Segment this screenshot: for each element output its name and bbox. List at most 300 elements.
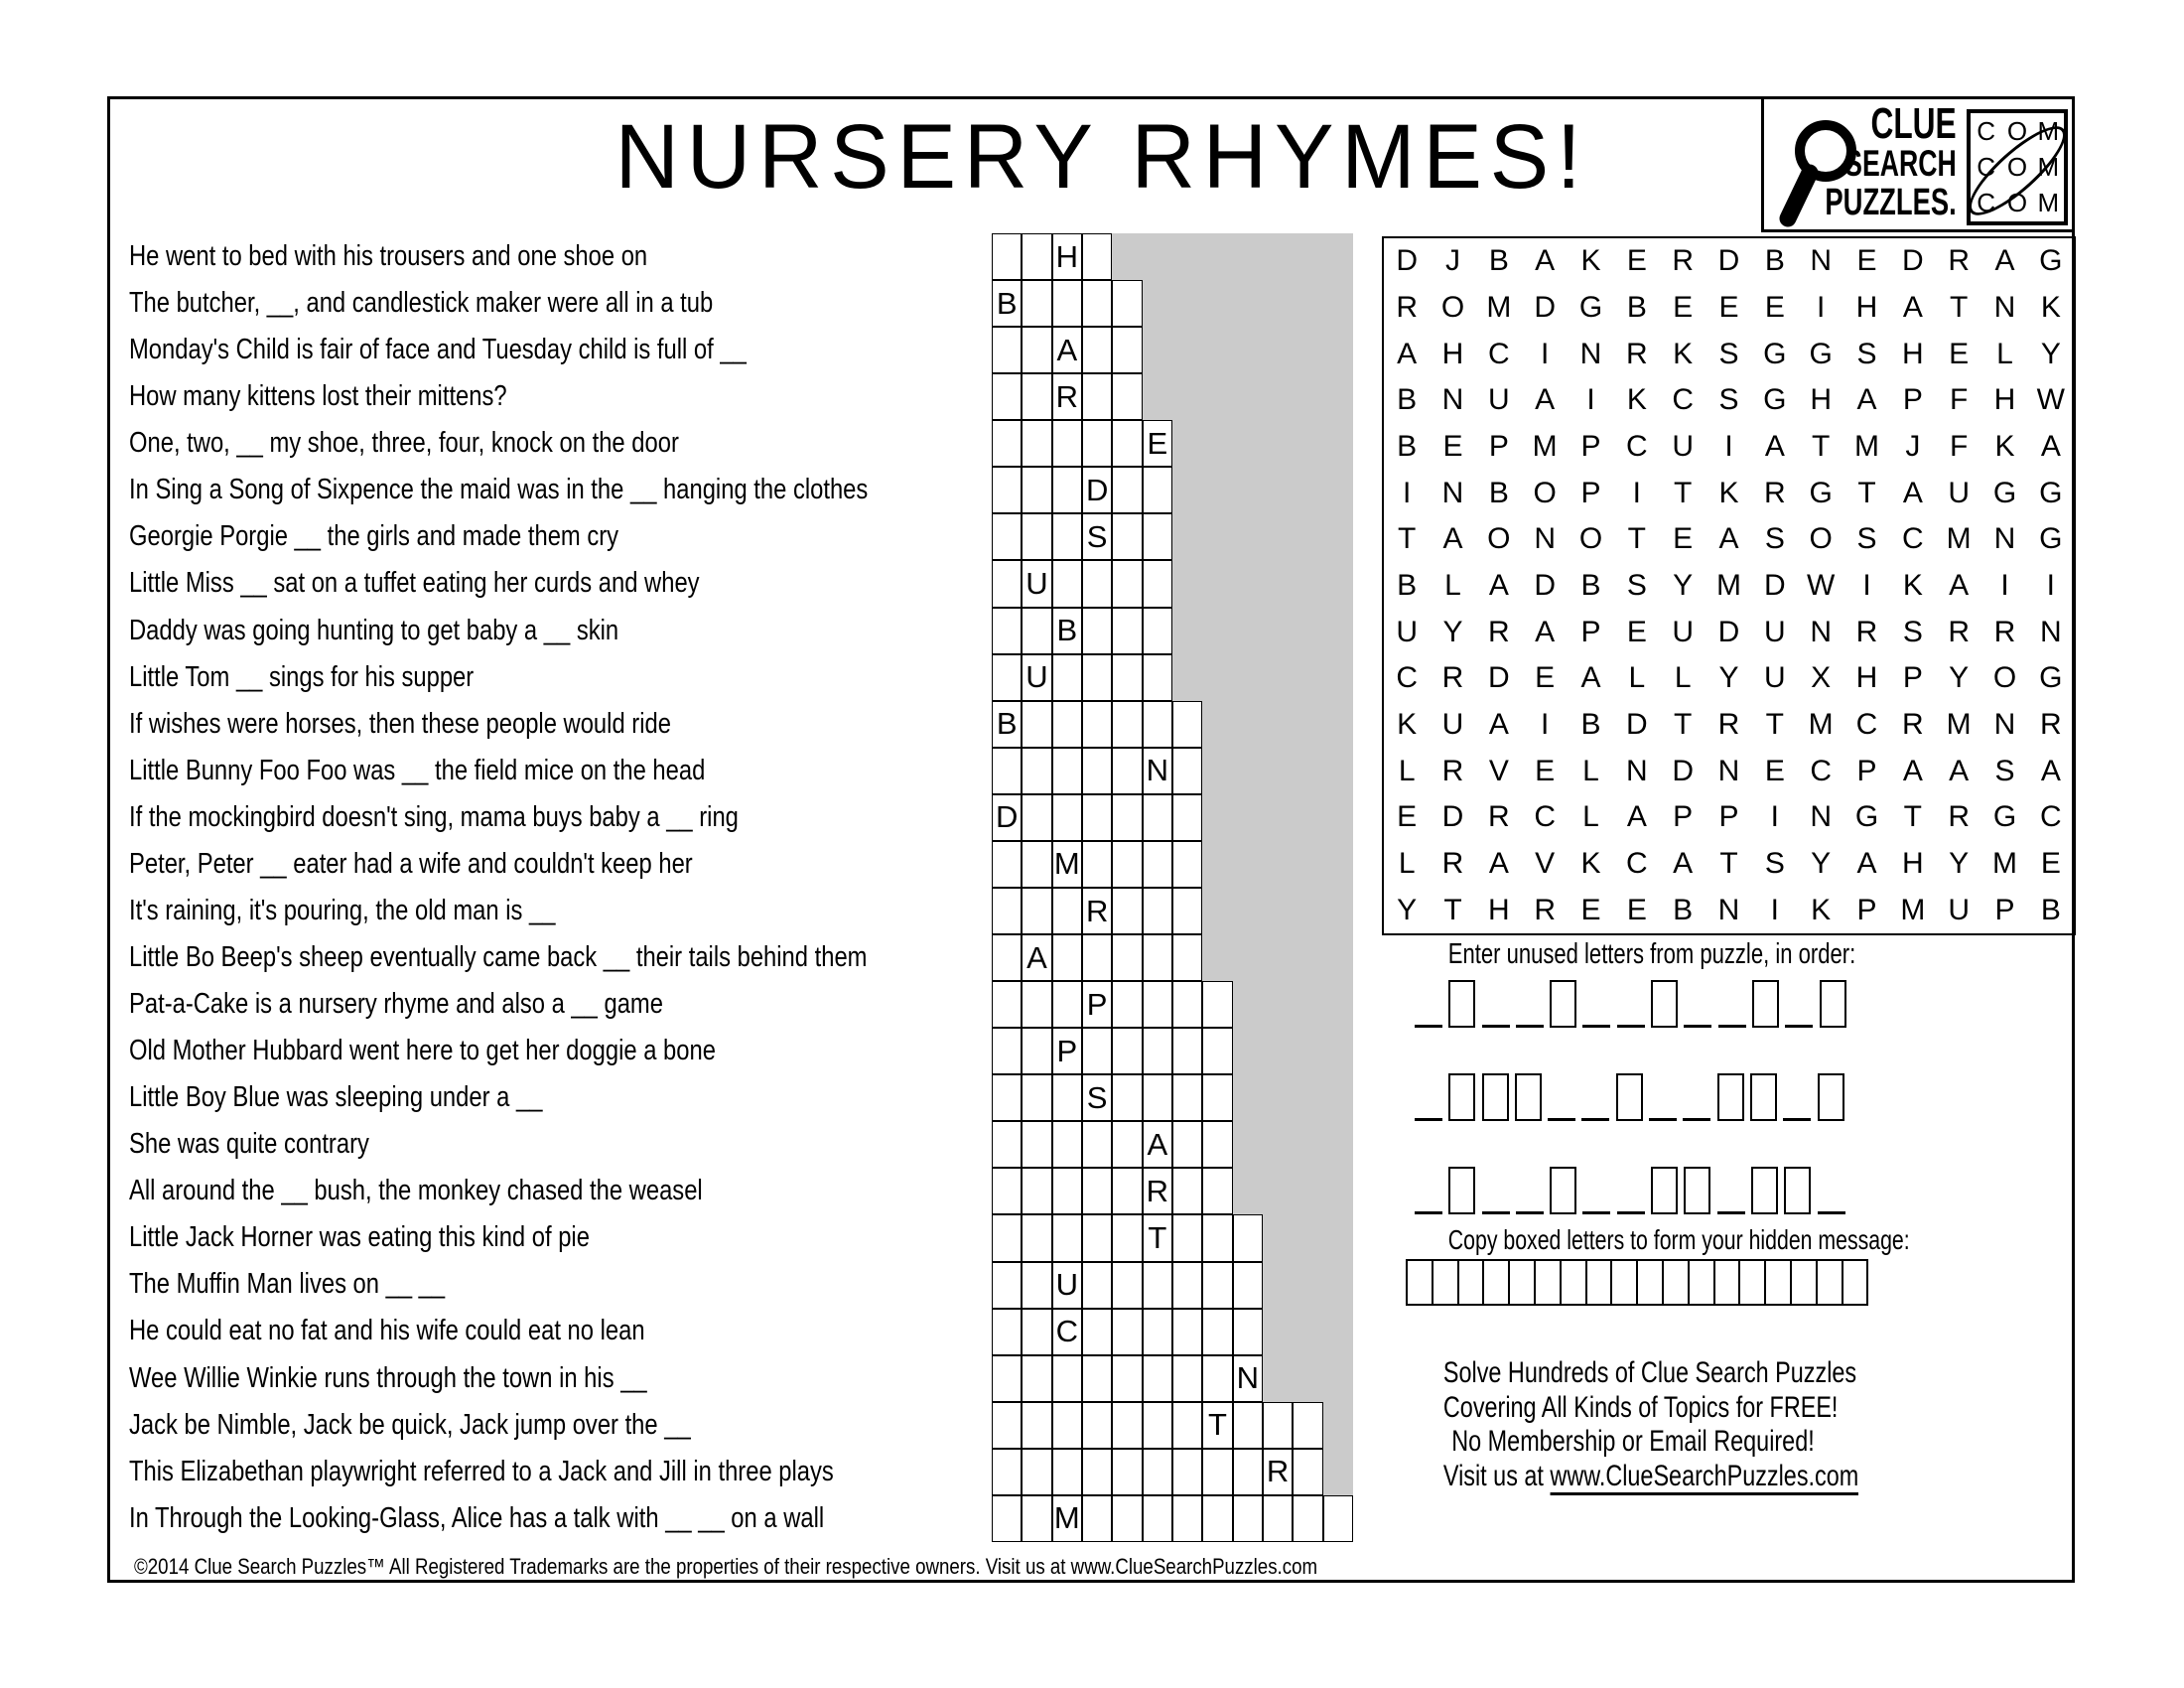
crossword-cell[interactable]	[1052, 841, 1082, 888]
crossword-cell[interactable]	[1082, 654, 1112, 701]
hidden-message-cell[interactable]	[1662, 1259, 1690, 1306]
crossword-cell[interactable]	[1052, 1495, 1082, 1542]
crossword-cell[interactable]	[992, 841, 1022, 888]
wordsearch-letter[interactable]: A	[1488, 707, 1509, 741]
wordsearch-letter[interactable]: R	[1763, 476, 1786, 509]
wordsearch-letter[interactable]: E	[1764, 290, 1785, 324]
wordsearch-letter[interactable]: K	[1811, 893, 1832, 926]
crossword-cell[interactable]	[1082, 1495, 1112, 1542]
crossword-cell[interactable]	[1052, 513, 1082, 560]
crossword-cell[interactable]	[1112, 513, 1142, 560]
unused-letter-box[interactable]	[1448, 1167, 1475, 1214]
wordsearch-letter[interactable]: H	[1993, 383, 2016, 417]
wordsearch-letter[interactable]: D	[1396, 244, 1418, 278]
unused-letter-line[interactable]	[1516, 1025, 1544, 1028]
crossword-cell[interactable]	[1112, 608, 1142, 654]
crossword-cell[interactable]	[1112, 1402, 1142, 1449]
crossword-cell[interactable]	[1202, 1214, 1232, 1261]
unused-letter-box[interactable]	[1651, 980, 1678, 1028]
crossword-cell[interactable]	[1022, 1495, 1051, 1542]
crossword-cell[interactable]	[1082, 1074, 1112, 1121]
wordsearch-letter[interactable]: M	[1991, 846, 2017, 880]
wordsearch-letter[interactable]: O	[1440, 290, 1465, 324]
crossword-cell[interactable]	[992, 654, 1022, 701]
crossword-cell[interactable]	[1143, 467, 1172, 513]
wordsearch-letter[interactable]: T	[1903, 800, 1922, 834]
crossword-cell[interactable]	[1172, 1214, 1202, 1261]
crossword-cell[interactable]	[992, 1121, 1022, 1168]
crossword-cell[interactable]	[1202, 1028, 1232, 1074]
wordsearch-letter[interactable]: I	[2046, 568, 2055, 602]
wordsearch-letter[interactable]: O	[1992, 661, 2017, 695]
wordsearch-letter[interactable]: M	[1715, 568, 1741, 602]
unused-letter-box[interactable]	[1448, 980, 1475, 1028]
crossword-cell[interactable]	[1112, 934, 1142, 981]
wordsearch-letter[interactable]: C	[1810, 754, 1832, 787]
wordsearch-letter[interactable]: P	[1902, 661, 1923, 695]
wordsearch-letter[interactable]: Y	[1673, 568, 1694, 602]
wordsearch-letter[interactable]: A	[2040, 429, 2061, 463]
unused-letter-line[interactable]	[1581, 1118, 1609, 1121]
wordsearch-letter[interactable]: N	[1810, 800, 1832, 834]
wordsearch-letter[interactable]: E	[1718, 290, 1739, 324]
wordsearch-letter[interactable]: N	[1717, 893, 1740, 926]
wordsearch-letter[interactable]: A	[1764, 429, 1785, 463]
wordsearch-letter[interactable]: H	[1855, 661, 1878, 695]
crossword-cell[interactable]	[1052, 654, 1082, 701]
crossword-cell[interactable]	[1022, 608, 1051, 654]
crossword-cell[interactable]	[1022, 1214, 1051, 1261]
hidden-message-cell[interactable]	[1816, 1259, 1843, 1306]
crossword-cell[interactable]	[1082, 513, 1112, 560]
wordsearch-letter[interactable]: U	[1763, 661, 1786, 695]
wordsearch-letter[interactable]: R	[1534, 893, 1556, 926]
wordsearch-letter[interactable]: I	[1770, 800, 1779, 834]
crossword-cell[interactable]	[1172, 1309, 1202, 1355]
wordsearch-letter[interactable]: O	[1487, 522, 1511, 556]
crossword-cell[interactable]	[1022, 280, 1051, 327]
crossword-cell[interactable]	[1022, 1074, 1051, 1121]
wordsearch-letter[interactable]: I	[1540, 337, 1550, 370]
crossword-cell[interactable]	[1052, 608, 1082, 654]
wordsearch-letter[interactable]: G	[1992, 476, 2017, 509]
crossword-cell[interactable]	[1022, 233, 1051, 280]
crossword-cell[interactable]	[1082, 233, 1112, 280]
wordsearch-letter[interactable]: P	[1856, 893, 1877, 926]
wordsearch-letter[interactable]: C	[1625, 429, 1648, 463]
unused-letter-line[interactable]	[1482, 1211, 1510, 1214]
crossword-cell[interactable]	[1082, 981, 1112, 1028]
crossword-cell[interactable]	[1143, 1168, 1172, 1214]
crossword-cell[interactable]	[1172, 1495, 1202, 1542]
unused-letter-box[interactable]	[1515, 1073, 1542, 1121]
wordsearch-letter[interactable]: H	[1855, 290, 1878, 324]
wordsearch-letter[interactable]: U	[1487, 383, 1510, 417]
crossword-cell[interactable]	[1052, 373, 1082, 420]
wordsearch-letter[interactable]: L	[1996, 337, 2013, 370]
wordsearch-letter[interactable]: T	[1857, 476, 1876, 509]
crossword-cell[interactable]	[1172, 748, 1202, 794]
wordsearch-letter[interactable]: R	[1396, 290, 1418, 324]
crossword-cell[interactable]	[1202, 981, 1232, 1028]
unused-letter-line[interactable]	[1582, 1025, 1610, 1028]
wordsearch-letter[interactable]: Y	[2040, 337, 2061, 370]
wordsearch-letter[interactable]: E	[1673, 290, 1694, 324]
crossword-cell[interactable]	[992, 794, 1022, 841]
wordsearch-letter[interactable]: H	[1901, 846, 1924, 880]
crossword-cell[interactable]	[1082, 1168, 1112, 1214]
wordsearch-letter[interactable]: R	[1487, 615, 1510, 648]
crossword-cell[interactable]	[1052, 1262, 1082, 1309]
wordsearch-letter[interactable]: M	[1900, 893, 1926, 926]
wordsearch-letter[interactable]: A	[1626, 800, 1647, 834]
crossword-cell[interactable]	[1022, 373, 1051, 420]
crossword-cell[interactable]	[1112, 327, 1142, 373]
wordsearch-letter[interactable]: G	[1809, 476, 1833, 509]
wordsearch-letter[interactable]: C	[1672, 383, 1694, 417]
wordsearch-letter[interactable]: U	[1948, 893, 1970, 926]
wordsearch-letter[interactable]: T	[1673, 707, 1693, 741]
wordsearch-letter[interactable]: N	[2039, 615, 2062, 648]
unused-letter-box[interactable]	[1820, 980, 1846, 1028]
hidden-message-cell[interactable]	[1764, 1259, 1792, 1306]
unused-letter-line[interactable]	[1548, 1118, 1575, 1121]
crossword-cell[interactable]	[1022, 841, 1051, 888]
wordsearch-letter[interactable]: R	[1948, 615, 1970, 648]
wordsearch-letter[interactable]: E	[1856, 244, 1877, 278]
crossword-cell[interactable]	[1082, 373, 1112, 420]
crossword-cell[interactable]	[1143, 608, 1172, 654]
wordsearch-letter[interactable]: T	[1443, 893, 1462, 926]
unused-letter-line[interactable]	[1683, 1118, 1710, 1121]
crossword-cell[interactable]	[1143, 1074, 1172, 1121]
crossword-cell[interactable]	[1143, 1355, 1172, 1402]
unused-letter-line[interactable]	[1684, 1025, 1711, 1028]
wordsearch-letter[interactable]: K	[1580, 244, 1601, 278]
wordsearch-letter[interactable]: Y	[1811, 846, 1832, 880]
crossword-cell[interactable]	[1082, 1121, 1112, 1168]
wordsearch-letter[interactable]: S	[1626, 568, 1647, 602]
crossword-cell[interactable]	[1233, 1495, 1263, 1542]
wordsearch-letter[interactable]: K	[1902, 568, 1923, 602]
crossword-cell[interactable]	[1022, 888, 1051, 934]
wordsearch-letter[interactable]: F	[1949, 383, 1969, 417]
crossword-cell[interactable]	[1082, 1262, 1112, 1309]
unused-letter-box[interactable]	[1482, 1073, 1509, 1121]
crossword-cell[interactable]	[1172, 888, 1202, 934]
wordsearch-letter[interactable]: A	[1856, 383, 1877, 417]
wordsearch-letter[interactable]: E	[1764, 754, 1785, 787]
wordsearch-letter[interactable]: A	[1902, 290, 1923, 324]
wordsearch-letter[interactable]: G	[2039, 522, 2063, 556]
wordsearch-letter[interactable]: N	[1625, 754, 1648, 787]
crossword-cell[interactable]	[1112, 373, 1142, 420]
wordsearch-letter[interactable]: I	[1402, 476, 1412, 509]
crossword-cell[interactable]	[1082, 748, 1112, 794]
crossword-cell[interactable]	[1233, 1262, 1263, 1309]
wordsearch-letter[interactable]: J	[1905, 429, 1921, 463]
wordsearch-letter[interactable]: K	[1397, 707, 1418, 741]
wordsearch-letter[interactable]: N	[1534, 522, 1556, 556]
wordsearch-letter[interactable]: H	[1901, 337, 1924, 370]
wordsearch-letter[interactable]: O	[1533, 476, 1557, 509]
wordsearch-letter[interactable]: D	[1717, 244, 1740, 278]
crossword-cell[interactable]	[1052, 1121, 1082, 1168]
wordsearch-letter[interactable]: Y	[1949, 661, 1970, 695]
crossword-cell[interactable]	[992, 233, 1022, 280]
unused-letter-box[interactable]	[1550, 1167, 1576, 1214]
crossword-cell[interactable]	[1022, 1262, 1051, 1309]
wordsearch-letter[interactable]: S	[1764, 522, 1785, 556]
wordsearch-letter[interactable]: E	[1626, 615, 1647, 648]
crossword-cell[interactable]	[992, 748, 1022, 794]
crossword-cell[interactable]	[992, 373, 1022, 420]
wordsearch-letter[interactable]: G	[2039, 244, 2063, 278]
wordsearch-letter[interactable]: C	[1901, 522, 1924, 556]
crossword-cell[interactable]	[992, 981, 1022, 1028]
crossword-cell[interactable]	[992, 888, 1022, 934]
wordsearch-letter[interactable]: Y	[1949, 846, 1970, 880]
wordsearch-letter[interactable]: P	[1580, 429, 1601, 463]
wordsearch-letter[interactable]: H	[1441, 337, 1464, 370]
crossword-cell[interactable]	[1082, 280, 1112, 327]
crossword-cell[interactable]	[1112, 1214, 1142, 1261]
crossword-cell[interactable]	[992, 1402, 1022, 1449]
crossword-cell[interactable]	[1022, 327, 1051, 373]
wordsearch-letter[interactable]: E	[1626, 244, 1647, 278]
unused-letter-line[interactable]	[1516, 1211, 1544, 1214]
wordsearch-letter[interactable]: E	[1535, 754, 1556, 787]
crossword-cell[interactable]	[1022, 513, 1051, 560]
crossword-cell[interactable]	[992, 1355, 1022, 1402]
wordsearch-letter[interactable]: L	[1674, 661, 1692, 695]
wordsearch-letter[interactable]: D	[1763, 568, 1786, 602]
wordsearch-letter[interactable]: R	[1948, 800, 1970, 834]
unused-letter-box[interactable]	[1818, 1073, 1844, 1121]
unused-letter-line[interactable]	[1783, 1118, 1811, 1121]
crossword-cell[interactable]	[1143, 1214, 1172, 1261]
wordsearch-letter[interactable]: R	[1625, 337, 1648, 370]
crossword-cell[interactable]	[1143, 513, 1172, 560]
wordsearch-letter[interactable]: B	[1580, 707, 1601, 741]
unused-letter-box[interactable]	[1750, 1073, 1777, 1121]
wordsearch-letter[interactable]: B	[1397, 429, 1418, 463]
wordsearch-letter[interactable]: M	[1808, 707, 1834, 741]
wordsearch-letter[interactable]: P	[1673, 800, 1694, 834]
wordsearch-letter[interactable]: A	[1673, 846, 1694, 880]
crossword-cell[interactable]	[1143, 794, 1172, 841]
crossword-cell[interactable]	[1112, 1074, 1142, 1121]
crossword-cell[interactable]	[1202, 1449, 1232, 1495]
crossword-cell[interactable]	[1293, 1402, 1322, 1449]
wordsearch-letter[interactable]: E	[1535, 661, 1556, 695]
crossword-cell[interactable]	[1112, 1028, 1142, 1074]
crossword-cell[interactable]	[1112, 841, 1142, 888]
crossword-cell[interactable]	[992, 327, 1022, 373]
unused-letter-box[interactable]	[1684, 1167, 1710, 1214]
unused-letter-box[interactable]	[1651, 1167, 1678, 1214]
crossword-cell[interactable]	[992, 1074, 1022, 1121]
wordsearch-letter[interactable]: C	[2039, 800, 2062, 834]
crossword-cell[interactable]	[1112, 1495, 1142, 1542]
crossword-cell[interactable]	[1052, 327, 1082, 373]
crossword-cell[interactable]	[1112, 888, 1142, 934]
crossword-cell[interactable]	[1143, 560, 1172, 607]
wordsearch-letter[interactable]: B	[1488, 244, 1509, 278]
hidden-message-cell[interactable]	[1406, 1259, 1433, 1306]
wordsearch-letter[interactable]: T	[1949, 290, 1969, 324]
crossword-cell[interactable]	[1263, 1402, 1293, 1449]
crossword-cell[interactable]	[1143, 981, 1172, 1028]
wordsearch-letter[interactable]: I	[1540, 707, 1550, 741]
crossword-cell[interactable]	[1172, 1028, 1202, 1074]
wordsearch-letter[interactable]: S	[1994, 754, 2015, 787]
crossword-cell[interactable]	[1202, 1495, 1232, 1542]
crossword-cell[interactable]	[1172, 701, 1202, 748]
wordsearch-letter[interactable]: D	[1901, 244, 1924, 278]
crossword-cell[interactable]	[992, 1028, 1022, 1074]
wordsearch-letter[interactable]: Y	[1718, 661, 1739, 695]
unused-letter-line[interactable]	[1415, 1118, 1442, 1121]
wordsearch-letter[interactable]: G	[2039, 661, 2063, 695]
crossword-cell[interactable]	[1082, 608, 1112, 654]
wordsearch-letter[interactable]: A	[1949, 754, 1970, 787]
unused-letter-box[interactable]	[1752, 980, 1779, 1028]
wordsearch-letter[interactable]: B	[1673, 893, 1694, 926]
crossword-cell[interactable]	[1082, 420, 1112, 467]
wordsearch-letter[interactable]: G	[1763, 337, 1787, 370]
unused-letter-box[interactable]	[1751, 1167, 1778, 1214]
hidden-message-cell[interactable]	[1713, 1259, 1741, 1306]
wordsearch-letter[interactable]: U	[1672, 615, 1694, 648]
wordsearch-letter[interactable]: R	[1487, 800, 1510, 834]
crossword-cell[interactable]	[1143, 1449, 1172, 1495]
wordsearch-letter[interactable]: D	[1534, 568, 1556, 602]
crossword-cell[interactable]	[992, 420, 1022, 467]
crossword-cell[interactable]	[1082, 701, 1112, 748]
wordsearch-letter[interactable]: N	[1810, 615, 1832, 648]
crossword-cell[interactable]	[1143, 654, 1172, 701]
crossword-cell[interactable]	[1022, 1121, 1051, 1168]
crossword-cell[interactable]	[1052, 233, 1082, 280]
crossword-cell[interactable]	[1022, 1028, 1051, 1074]
crossword-cell[interactable]	[1143, 1309, 1172, 1355]
wordsearch-letter[interactable]: M	[1853, 429, 1879, 463]
hidden-message-cell[interactable]	[1636, 1259, 1664, 1306]
crossword-cell[interactable]	[1052, 1168, 1082, 1214]
crossword-cell[interactable]	[1082, 467, 1112, 513]
wordsearch-letter[interactable]: R	[1993, 615, 2016, 648]
crossword-cell[interactable]	[992, 934, 1022, 981]
crossword-cell[interactable]	[1022, 1168, 1051, 1214]
crossword-cell[interactable]	[1022, 560, 1051, 607]
wordsearch-letter[interactable]: H	[1487, 893, 1510, 926]
wordsearch-letter[interactable]: I	[1586, 383, 1595, 417]
wordsearch-letter[interactable]: A	[1580, 661, 1601, 695]
crossword-cell[interactable]	[992, 1214, 1022, 1261]
crossword-cell[interactable]	[1202, 1309, 1232, 1355]
crossword-cell[interactable]	[1052, 420, 1082, 467]
wordsearch-letter[interactable]: R	[1441, 846, 1464, 880]
crossword-cell[interactable]	[1022, 1449, 1051, 1495]
wordsearch-letter[interactable]: S	[1856, 522, 1877, 556]
wordsearch-letter[interactable]: K	[1718, 476, 1739, 509]
crossword-cell[interactable]	[1022, 654, 1051, 701]
unused-letter-line[interactable]	[1617, 1025, 1645, 1028]
wordsearch-letter[interactable]: W	[2036, 383, 2065, 417]
wordsearch-letter[interactable]: T	[1811, 429, 1831, 463]
wordsearch-letter[interactable]: G	[1578, 290, 1603, 324]
wordsearch-letter[interactable]: I	[1862, 568, 1871, 602]
wordsearch-letter[interactable]: C	[1396, 661, 1418, 695]
hidden-message-cell[interactable]	[1432, 1259, 1459, 1306]
crossword-cell[interactable]	[992, 1495, 1022, 1542]
wordsearch-letter[interactable]: L	[1582, 754, 1599, 787]
crossword-cell[interactable]	[1202, 1402, 1232, 1449]
unused-letter-box[interactable]	[1448, 1073, 1475, 1121]
crossword-cell[interactable]	[1143, 934, 1172, 981]
crossword-cell[interactable]	[1172, 841, 1202, 888]
wordsearch-letter[interactable]: A	[1902, 476, 1923, 509]
unused-letter-box[interactable]	[1550, 980, 1576, 1028]
wordsearch-letter[interactable]: N	[1441, 383, 1464, 417]
crossword-cell[interactable]	[1112, 1121, 1142, 1168]
wordsearch-letter[interactable]: Y	[1397, 893, 1418, 926]
unused-letter-line[interactable]	[1717, 1211, 1745, 1214]
crossword-cell[interactable]	[1172, 1262, 1202, 1309]
wordsearch-letter[interactable]: P	[1488, 429, 1509, 463]
crossword-cell[interactable]	[1172, 1168, 1202, 1214]
wordsearch-letter[interactable]: G	[1809, 337, 1833, 370]
crossword-cell[interactable]	[1022, 701, 1051, 748]
wordsearch-letter[interactable]: F	[1949, 429, 1969, 463]
crossword-cell[interactable]	[1143, 1121, 1172, 1168]
wordsearch-letter[interactable]: C	[1487, 337, 1510, 370]
crossword-cell[interactable]	[992, 280, 1022, 327]
hidden-message-cell[interactable]	[1585, 1259, 1613, 1306]
wordsearch-letter[interactable]: P	[1718, 800, 1739, 834]
crossword-cell[interactable]	[1112, 654, 1142, 701]
wordsearch-letter[interactable]: A	[1902, 754, 1923, 787]
wordsearch-letter[interactable]: D	[1672, 754, 1694, 787]
crossword-cell[interactable]	[1052, 934, 1082, 981]
crossword-cell[interactable]	[1082, 794, 1112, 841]
wordsearch-letter[interactable]: S	[1718, 337, 1739, 370]
wordsearch-letter[interactable]: A	[1856, 846, 1877, 880]
wordsearch-letter[interactable]: T	[1719, 846, 1738, 880]
wordsearch-letter[interactable]: M	[1946, 522, 1972, 556]
crossword-cell[interactable]	[1022, 981, 1051, 1028]
crossword-cell[interactable]	[1293, 1449, 1322, 1495]
crossword-cell[interactable]	[1052, 794, 1082, 841]
wordsearch-letter[interactable]: T	[1398, 522, 1417, 556]
crossword-cell[interactable]	[1263, 1495, 1293, 1542]
crossword-cell[interactable]	[1112, 981, 1142, 1028]
crossword-cell[interactable]	[1112, 1449, 1142, 1495]
crossword-cell[interactable]	[1172, 934, 1202, 981]
wordsearch-letter[interactable]: A	[1535, 383, 1556, 417]
hidden-message-cell[interactable]	[1482, 1259, 1510, 1306]
wordsearch-letter[interactable]: T	[1765, 707, 1784, 741]
wordsearch-letter[interactable]: B	[2040, 893, 2061, 926]
crossword-cell[interactable]	[1202, 1262, 1232, 1309]
wordsearch-letter[interactable]: E	[1949, 337, 1970, 370]
crossword-cell[interactable]	[1112, 280, 1142, 327]
wordsearch-letter[interactable]: V	[1535, 846, 1556, 880]
crossword-cell[interactable]	[992, 1262, 1022, 1309]
unused-letter-line[interactable]	[1718, 1025, 1746, 1028]
crossword-cell[interactable]	[1082, 1214, 1112, 1261]
